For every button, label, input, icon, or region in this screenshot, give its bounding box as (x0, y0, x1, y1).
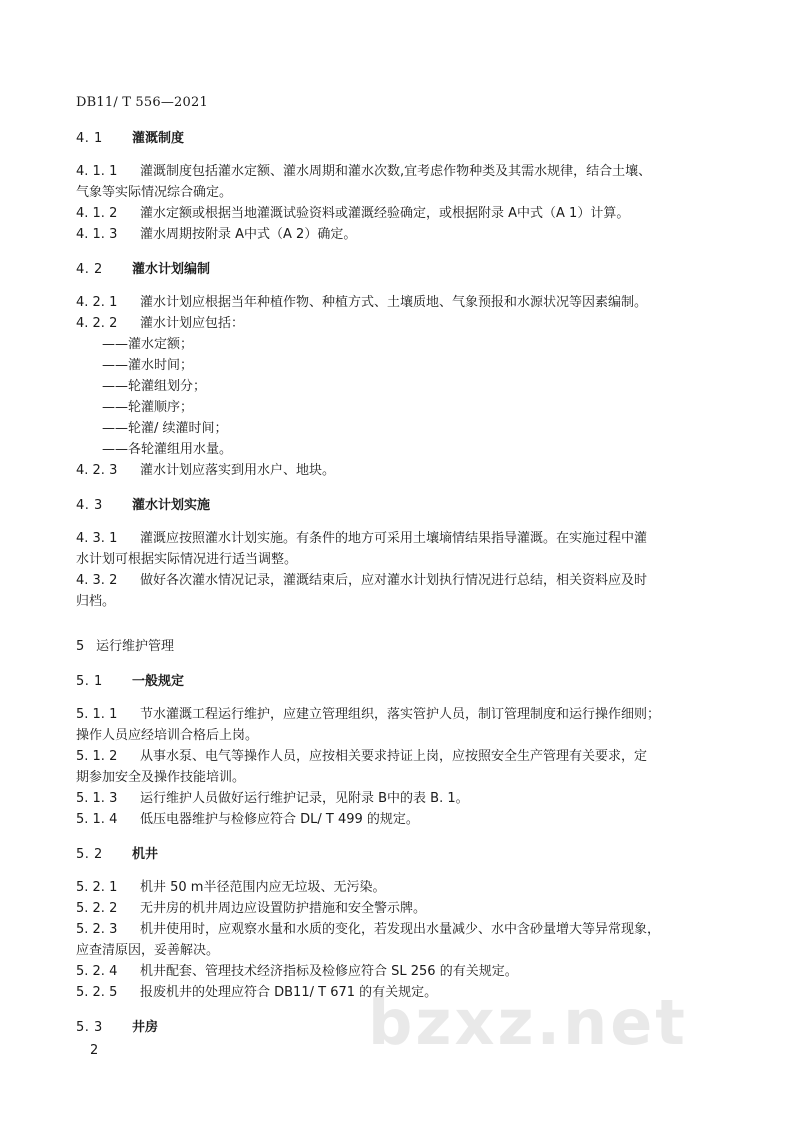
section-heading-5-3: 5. 3 井房 (76, 1020, 159, 1035)
clause-4-2-2: 4. 2. 2 灌水计划应包括： (76, 316, 245, 331)
list-item: ——轮灌/ 续灌时间； (102, 421, 228, 436)
clause-5-1-2-cont: 期参加安全及操作技能培训。 (76, 770, 246, 785)
list-item: ——各轮灌组用水量。 (102, 442, 233, 457)
clause-4-3-1-cont: 水计划可根据实际情况进行适当调整。 (76, 552, 298, 567)
clause-5-2-2: 5. 2. 2 无井房的机井周边应设置防护措施和安全警示牌。 (76, 901, 427, 916)
section-heading-5-1: 5. 1 一般规定 (76, 674, 185, 689)
clause-4-3-2-cont: 归档。 (76, 594, 116, 609)
page-number: 2 (90, 1043, 99, 1058)
clause-5-2-3-cont: 应查清原因，妥善解决。 (76, 943, 220, 958)
section-heading-5-2: 5. 2 机井 (76, 847, 159, 862)
clause-4-1-2: 4. 1. 2 灌水定额或根据当地灌溉试验资料或灌溉经验确定，或根据附录 A中式（A 1）计算。 (76, 206, 630, 221)
list-item: ——轮灌顺序； (102, 400, 194, 415)
clause-4-3-2: 4. 3. 2 做好各次灌水情况记录，灌溉结束后，应对灌水计划执行情况进行总结，相关资料应及时 (76, 573, 648, 588)
clause-5-2-3: 5. 2. 3 机井使用时，应观察水量和水质的变化，若发现出水量减少、水中含砂量增大等异常现象， (76, 922, 661, 937)
section-heading-4-1: 4. 1 灌溉制度 (76, 131, 185, 146)
clause-4-1-1-cont: 气象等实际情况综合确定。 (76, 185, 233, 200)
watermark: bzxz.net (368, 986, 688, 1059)
clause-5-1-2: 5. 1. 2 从事水泵、电气等操作人员，应按相关要求持证上岗，应按照安全生产管理有关要求，定 (76, 749, 648, 764)
clause-5-1-3: 5. 1. 3 运行维护人员做好运行维护记录，见附录 B中的表 B. 1。 (76, 791, 469, 806)
document-body (76, 128, 726, 1038)
section-heading-4-2: 4. 2 灌水计划编制 (76, 262, 211, 277)
clause-5-2-5: 5. 2. 5 报废机井的处理应符合 DB11/ T 671 的有关规定。 (76, 985, 438, 1000)
section-heading-4-3: 4. 3 灌水计划实施 (76, 498, 211, 513)
clause-4-2-3: 4. 2. 3 灌水计划应落实到用水户、地块。 (76, 463, 336, 478)
clause-5-1-1: 5. 1. 1 节水灌溉工程运行维护，应建立管理组织，落实管护人员，制订管理制度和运行操作细则； (76, 707, 661, 722)
chapter-heading-5: 5 运行维护管理 (76, 639, 175, 654)
list-item: ——轮灌组划分； (102, 379, 207, 394)
clause-4-1-1: 4. 1. 1 灌溉制度包括灌水定额、灌水周期和灌水次数,宜考虑作物种类及其需水规律，结合土壤、 (76, 164, 652, 179)
clause-5-2-1: 5. 2. 1 机井 50 m半径范围内应无垃圾、无污染。 (76, 880, 386, 895)
list-item: ——灌水时间； (102, 358, 194, 373)
clause-5-1-1-cont: 操作人员应经培训合格后上岗。 (76, 728, 259, 743)
clause-4-3-1: 4. 3. 1 灌溉应按照灌水计划实施。有条件的地方可采用土壤墒情结果指导灌溉。在实施过程中灌 (76, 531, 648, 546)
clause-4-2-1: 4. 2. 1 灌水计划应根据当年种植作物、种植方式、土壤质地、气象预报和水源状况等因素编制。 (76, 295, 648, 310)
clause-5-2-4: 5. 2. 4 机井配套、管理技术经济指标及检修应符合 SL 256 的有关规定。 (76, 964, 518, 979)
standard-code: DB11/ T 556—2021 (76, 95, 208, 110)
clause-5-1-4: 5. 1. 4 低压电器维护与检修应符合 DL/ T 499 的规定。 (76, 812, 419, 827)
list-item: ——灌水定额； (102, 337, 194, 352)
clause-4-1-3: 4. 1. 3 灌水周期按附录 A中式（A 2）确定。 (76, 227, 357, 242)
